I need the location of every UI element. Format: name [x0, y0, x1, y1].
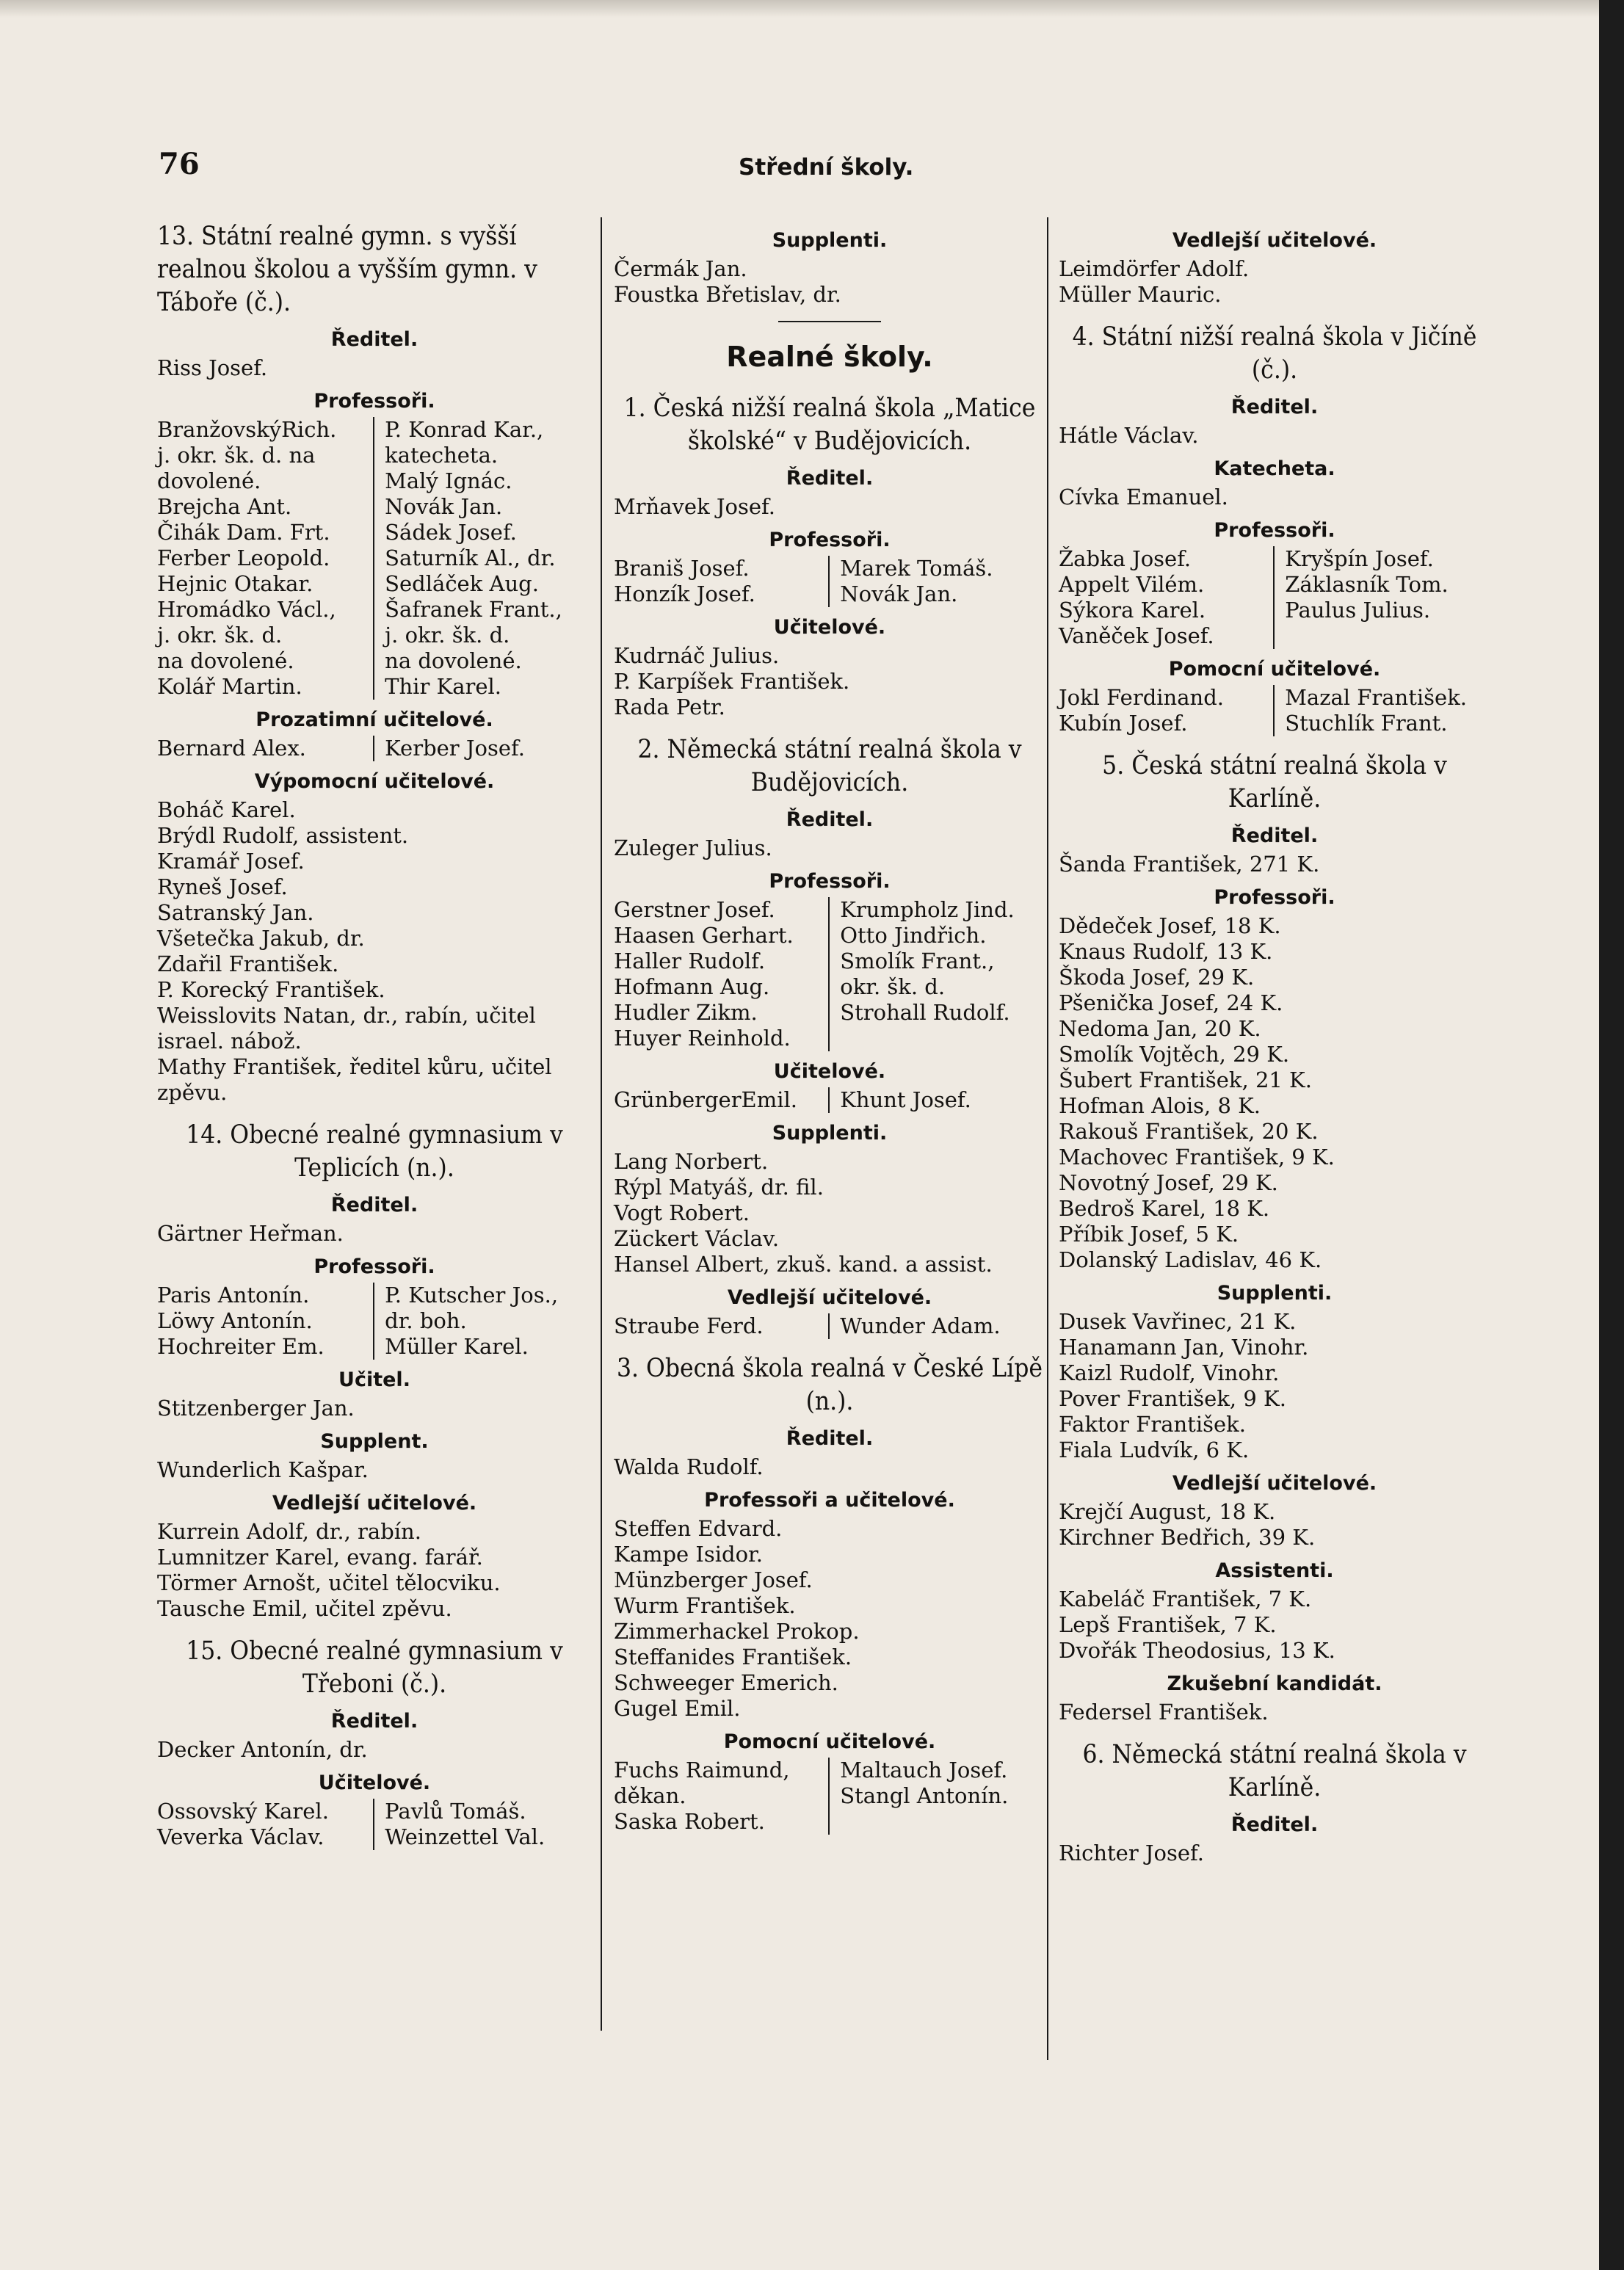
list-item: Rada Petr. [614, 695, 725, 719]
list-item: Honzík Josef. [614, 581, 755, 606]
role-heading: Učitel. [338, 1368, 410, 1391]
list-left [157, 1283, 374, 1360]
role-heading: Professoři. [769, 870, 891, 893]
list-right [830, 1758, 1008, 1835]
list-item: Stuchlík Frant. [1285, 711, 1448, 736]
list-item: Gugel Emil. [614, 1696, 741, 1721]
list-right [830, 897, 1015, 1051]
list-item: Riss Josef. [157, 355, 268, 380]
list-item: Hochreiter Em. [157, 1334, 325, 1359]
list-item: Haasen Gerhart. [614, 923, 794, 948]
list-left [614, 897, 830, 1051]
list-item: Novotný Josef, 29 K. [1059, 1170, 1278, 1195]
list-item: Novák Jan. [385, 494, 503, 519]
list-left [614, 1087, 830, 1113]
list-item: Paulus Julius. [1285, 598, 1431, 623]
list-right [374, 1283, 558, 1360]
role-heading: Učitelové. [773, 616, 886, 639]
name-list [614, 643, 1045, 720]
two-column-list [157, 736, 592, 761]
list-item: Boháč Karel. [157, 797, 296, 822]
list-item: j. okr. šk. d. [157, 623, 283, 648]
list-item: Leimdörfer Adolf. [1059, 256, 1250, 281]
list-item: Hofmann Aug. [614, 974, 770, 999]
role-heading: Vedlejší učitelové. [1172, 229, 1377, 252]
list-item: Faktor František. [1059, 1412, 1246, 1437]
name-list [157, 1737, 592, 1763]
scan-top-edge [0, 0, 1624, 18]
list-left [614, 1313, 830, 1339]
section-heading: 6. Německá státní realná škola v Karlíně. [1082, 1740, 1467, 1802]
list-item: Straube Ferd. [614, 1313, 764, 1338]
list-item: Satranský Jan. [157, 900, 314, 925]
list-item: Schweeger Emerich. [614, 1670, 838, 1695]
list-item: Žabka Josef. [1059, 546, 1192, 571]
name-list [614, 256, 1045, 308]
role-heading: Pomocní učitelové. [1168, 658, 1381, 681]
name-list [1059, 852, 1490, 877]
list-item: Sedláček Aug. [385, 571, 539, 596]
two-column-list [1059, 685, 1490, 736]
list-item: Marek Tomáš. [840, 556, 993, 581]
list-item: Wurm František. [614, 1593, 796, 1618]
list-item: Čihák Dam. Frt. [157, 520, 330, 545]
two-column-list [157, 417, 592, 700]
list-item: Zuleger Julius. [614, 835, 772, 860]
list-item: Steffen Edvard. [614, 1516, 783, 1541]
list-item: Pover František, 9 K. [1059, 1386, 1286, 1411]
list-left [614, 556, 830, 607]
list-item: Thir Karel. [385, 674, 502, 699]
list-right [830, 1313, 1000, 1339]
list-item: Machovec František, 9 K. [1059, 1145, 1335, 1170]
name-list [1059, 256, 1490, 308]
two-column-list [614, 897, 1045, 1051]
list-item: Sýkora Karel. [1059, 598, 1206, 623]
two-column-list [157, 1799, 592, 1850]
list-item: Dolanský Ladislav, 46 K. [1059, 1247, 1322, 1272]
list-item: na dovolené. [157, 648, 294, 673]
list-item: Hudler Zikm. [614, 1000, 758, 1025]
list-item: Hátle Václav. [1059, 423, 1199, 448]
list-item: Strohall Rudolf. [840, 1000, 1010, 1025]
list-item: P. Konrad Kar., [385, 417, 544, 442]
column-rule-1 [601, 217, 602, 2031]
list-item: Brýdl Rudolf, assistent. [157, 823, 409, 848]
list-item: Kaizl Rudolf, Vinohr. [1059, 1360, 1280, 1385]
list-item: Wunder Adam. [840, 1313, 1001, 1338]
list-item: Hofman Alois, 8 K. [1059, 1093, 1261, 1118]
list-right [830, 556, 993, 607]
role-heading: Pomocní učitelové. [723, 1730, 936, 1753]
list-item: Veverka Václav. [157, 1824, 325, 1849]
name-list [157, 1396, 592, 1421]
list-left [157, 1799, 374, 1850]
list-item: israel. nábož. [157, 1029, 302, 1054]
column-rule-2 [1047, 217, 1048, 2060]
list-item: Záklasník Tom. [1285, 572, 1449, 597]
role-heading: Professoři. [313, 390, 435, 413]
list-item: Törmer Arnošt, učitel tělocviku. [157, 1570, 501, 1595]
list-item: Braniš Josef. [614, 556, 750, 581]
page-number: 76 [159, 147, 200, 181]
list-item: Smolík Frant., [840, 949, 995, 973]
list-item: Kampe Isidor. [614, 1542, 763, 1567]
list-item: Kubín Josef. [1059, 711, 1188, 736]
list-item: Nedoma Jan, 20 K. [1059, 1016, 1261, 1041]
list-item: Rýpl Matyáš, dr. fil. [614, 1175, 824, 1200]
name-list [614, 1149, 1045, 1277]
column-3 [1059, 220, 1490, 1866]
list-item: Otto Jindřich. [840, 923, 987, 948]
list-item: Pavlů Tomáš. [385, 1799, 526, 1824]
list-item: Škoda Josef, 29 K. [1059, 965, 1255, 990]
list-item: okr. šk. d. [840, 974, 946, 999]
list-item: Malý Ignác. [385, 468, 512, 493]
role-heading: Vedlejší učitelové. [1172, 1472, 1377, 1495]
name-list [157, 355, 592, 381]
list-left [157, 417, 374, 700]
two-column-list [1059, 546, 1490, 649]
role-heading: Ředitel. [330, 1710, 418, 1733]
list-item: Fiala Ludvík, 6 K. [1059, 1437, 1250, 1462]
list-item: Walda Rudolf. [614, 1454, 764, 1479]
column-1 [157, 220, 592, 1854]
name-list [614, 1454, 1045, 1480]
list-item: Löwy Antonín. [157, 1308, 313, 1333]
role-heading: Ředitel. [1230, 824, 1319, 847]
list-item: BranžovskýRich. [157, 417, 337, 442]
list-item: Vogt Robert. [614, 1200, 750, 1225]
role-heading: Ředitel. [1230, 396, 1319, 418]
list-item: Lepš František, 7 K. [1059, 1612, 1277, 1637]
list-item: Foustka Břetislav, dr. [614, 282, 841, 307]
list-item: j. okr. šk. d. [385, 623, 510, 648]
list-item: Kryšpín Josef. [1285, 546, 1434, 571]
section-heading: 1. Česká nižší realná škola „Matice školské“ v Budějovicích. [623, 394, 1036, 456]
list-item: Kolář Martin. [157, 674, 302, 699]
list-left [157, 736, 374, 761]
list-item: Kerber Josef. [385, 736, 525, 761]
list-item: dovolené. [157, 468, 261, 493]
role-heading: Assistenti. [1215, 1559, 1334, 1582]
list-item: Brejcha Ant. [157, 494, 292, 519]
list-right [830, 1087, 971, 1113]
name-list [1059, 423, 1490, 449]
list-item: Vaněček Josef. [1059, 623, 1214, 648]
short-divider [778, 321, 881, 322]
running-head: Střední školy. [739, 154, 914, 181]
role-heading: Ředitel. [330, 1194, 418, 1216]
list-item: Lumnitzer Karel, evang. farář. [157, 1545, 483, 1570]
name-list [1059, 1499, 1490, 1551]
list-item: Wunderlich Kašpar. [157, 1457, 369, 1482]
list-item: Gerstner Josef. [614, 897, 775, 922]
list-item: Steffanides František. [614, 1645, 852, 1669]
list-item: Hejnic Otakar. [157, 571, 313, 596]
list-item: Weisslovits Natan, dr., rabín, učitel [157, 1003, 536, 1028]
list-item: Všetečka Jakub, dr. [157, 926, 365, 951]
list-right [374, 1799, 545, 1850]
list-item: Krumpholz Jind. [840, 897, 1015, 922]
list-item: Dvořák Theodosius, 13 K. [1059, 1638, 1335, 1663]
list-item: Khunt Josef. [840, 1087, 971, 1112]
role-heading: Supplenti. [772, 229, 888, 252]
list-item: Hansel Albert, zkuš. kand. a assist. [614, 1252, 993, 1277]
two-column-list [614, 1758, 1045, 1835]
role-heading: Professoři. [769, 529, 891, 551]
name-list [157, 797, 592, 1106]
list-item: Novák Jan. [840, 581, 958, 606]
section-heading: 5. Česká státní realná škola v Karlíně. [1102, 751, 1447, 813]
list-item: Kudrnáč Julius. [614, 643, 780, 668]
role-heading: Professoři. [1214, 886, 1335, 909]
list-item: Šubert František, 21 K. [1059, 1067, 1312, 1092]
list-item: Stitzenberger Jan. [157, 1396, 355, 1421]
list-item: P. Korecký František. [157, 977, 385, 1002]
scan-right-edge [1599, 0, 1624, 2270]
list-left [1059, 546, 1275, 649]
list-item: Hanamann Jan, Vinohr. [1059, 1335, 1309, 1360]
list-item: Mathy František, ředitel kůru, učitel [157, 1054, 552, 1079]
role-heading: Výpomocní učitelové. [254, 770, 495, 793]
role-heading: Prozatimní učitelové. [255, 708, 493, 731]
name-list [157, 1221, 592, 1247]
list-item: Bedroš Karel, 18 K. [1059, 1196, 1270, 1221]
role-heading: Supplenti. [772, 1122, 888, 1145]
two-column-list [614, 556, 1045, 607]
list-item: Tausche Emil, učitel zpěvu. [157, 1596, 452, 1621]
role-heading: Ředitel. [786, 1427, 874, 1450]
list-item: Mrňavek Josef. [614, 494, 775, 519]
section-heading: 2. Německá státní realná škola v Budějovicích. [637, 735, 1022, 797]
list-item: Decker Antonín, dr. [157, 1737, 368, 1762]
list-item: Ferber Leopold. [157, 545, 330, 570]
list-item: Kirchner Bedřich, 39 K. [1059, 1525, 1316, 1550]
role-heading: Supplenti. [1217, 1282, 1333, 1305]
list-item: j. okr. šk. d. na [157, 443, 316, 468]
role-heading: Učitelové. [773, 1060, 886, 1083]
list-right [1275, 546, 1448, 649]
two-column-list [157, 1283, 592, 1360]
section-heading: 4. Státní nižší realná škola v Jičíně (č.). [1072, 322, 1477, 385]
list-item: Cívka Emanuel. [1059, 485, 1228, 510]
list-item: Mazal František. [1285, 685, 1467, 710]
role-heading: Professoři. [1214, 519, 1335, 542]
name-list [1059, 1841, 1490, 1866]
list-item: Šafranek Frant., [385, 597, 562, 622]
role-heading: Vedlejší učitelové. [272, 1492, 477, 1515]
list-item: na dovolené. [385, 648, 522, 673]
name-list [1059, 485, 1490, 510]
two-column-list [614, 1313, 1045, 1339]
list-item: Paris Antonín. [157, 1283, 310, 1308]
role-heading: Katecheta. [1214, 457, 1335, 480]
name-list [614, 494, 1045, 520]
list-item: Maltauch Josef. [840, 1758, 1008, 1783]
list-item: Knaus Rudolf, 13 K. [1059, 939, 1273, 964]
name-list [1059, 1700, 1490, 1725]
list-item: Stangl Antonín. [840, 1783, 1009, 1808]
role-heading: Ředitel. [786, 467, 874, 490]
list-item: Ossovský Karel. [157, 1799, 329, 1824]
list-item: Fuchs Raimund, [614, 1758, 790, 1783]
section-heading: 3. Obecná škola realná v České Lípě (n.). [617, 1354, 1043, 1416]
list-item: Kurrein Adolf, dr., rabín. [157, 1519, 421, 1544]
list-item: Jokl Ferdinand. [1059, 685, 1224, 710]
list-item: Zdařil František. [157, 951, 339, 976]
list-item: Dusek Vavřinec, 21 K. [1059, 1309, 1297, 1334]
list-item: GrünbergerEmil. [614, 1087, 797, 1112]
list-item: Weinzettel Val. [385, 1824, 545, 1849]
list-item: Saturník Al., dr. [385, 545, 556, 570]
list-item: Zimmerhackel Prokop. [614, 1619, 860, 1644]
list-item: Sádek Josef. [385, 520, 517, 545]
list-left [1059, 685, 1275, 736]
list-item: Gärtner Heřman. [157, 1221, 344, 1246]
list-item: katecheta. [385, 443, 499, 468]
list-item: Kabeláč František, 7 K. [1059, 1587, 1312, 1611]
list-right [1275, 685, 1467, 736]
list-item: zpěvu. [157, 1080, 228, 1105]
role-heading: Ředitel. [786, 808, 874, 831]
role-heading: Ředitel. [1230, 1813, 1319, 1836]
list-item: Šanda František, 271 K. [1059, 852, 1320, 877]
list-item: Hromádko Václ., [157, 597, 336, 622]
name-list [157, 1457, 592, 1483]
list-item: Krejčí August, 18 K. [1059, 1499, 1276, 1524]
list-item: Rakouš František, 20 K. [1059, 1119, 1319, 1144]
list-item: Federsel František. [1059, 1700, 1269, 1725]
list-item: Čermák Jan. [614, 256, 747, 281]
name-list [1059, 1309, 1490, 1463]
list-item: Saska Robert. [614, 1809, 765, 1834]
list-item: P. Kutscher Jos., [385, 1283, 559, 1308]
role-heading: Ředitel. [330, 328, 418, 351]
list-item: Kramář Josef. [157, 849, 305, 874]
role-heading: Supplent. [320, 1430, 429, 1453]
list-item: dr. boh. [385, 1308, 467, 1333]
list-item: Richter Josef. [1059, 1841, 1204, 1865]
list-item: Müller Karel. [385, 1334, 529, 1359]
list-item: Huyer Reinhold. [614, 1026, 791, 1051]
name-list [614, 1516, 1045, 1722]
list-right [374, 736, 525, 761]
list-left [614, 1758, 830, 1835]
role-heading: Zkušební kandidát. [1167, 1672, 1382, 1695]
name-list [1059, 913, 1490, 1273]
list-item: Příbik Josef, 5 K. [1059, 1222, 1239, 1247]
section-heading: 14. Obecné realné gymnasium v Teplicích (n.). [186, 1120, 563, 1183]
role-heading: Vedlejší učitelové. [727, 1286, 932, 1309]
name-list [157, 1519, 592, 1622]
chapter-heading: Realné školy. [726, 341, 933, 373]
list-item: Bernard Alex. [157, 736, 306, 761]
list-item: děkan. [614, 1783, 686, 1808]
column-2 [614, 220, 1045, 1839]
section-heading: 15. Obecné realné gymnasium v Třeboni (č.). [186, 1636, 563, 1699]
list-item: Haller Rudolf. [614, 949, 766, 973]
list-item: Pšenička Josef, 24 K. [1059, 990, 1283, 1015]
list-item: Müller Mauric. [1059, 282, 1222, 307]
list-item: Ryneš Josef. [157, 874, 288, 899]
section-heading: 13. Státní realné gymn. s vyšší realnou školou a vyšším gymn. v Táboře (č.). [157, 222, 537, 317]
list-item: P. Karpíšek František. [614, 669, 850, 694]
list-item: Lang Norbert. [614, 1149, 769, 1174]
list-item: Zückert Václav. [614, 1226, 780, 1251]
role-heading: Učitelové. [318, 1772, 431, 1794]
list-right [374, 417, 562, 700]
name-list [614, 835, 1045, 861]
list-item: Dědeček Josef, 18 K. [1059, 913, 1281, 938]
list-item: Smolík Vojtěch, 29 K. [1059, 1042, 1290, 1067]
name-list [1059, 1587, 1490, 1664]
list-item: Münzberger Josef. [614, 1567, 813, 1592]
two-column-list [614, 1087, 1045, 1113]
role-heading: Professoři. [313, 1255, 435, 1278]
role-heading: Professoři a učitelové. [704, 1489, 955, 1512]
list-item: Appelt Vilém. [1059, 572, 1205, 597]
